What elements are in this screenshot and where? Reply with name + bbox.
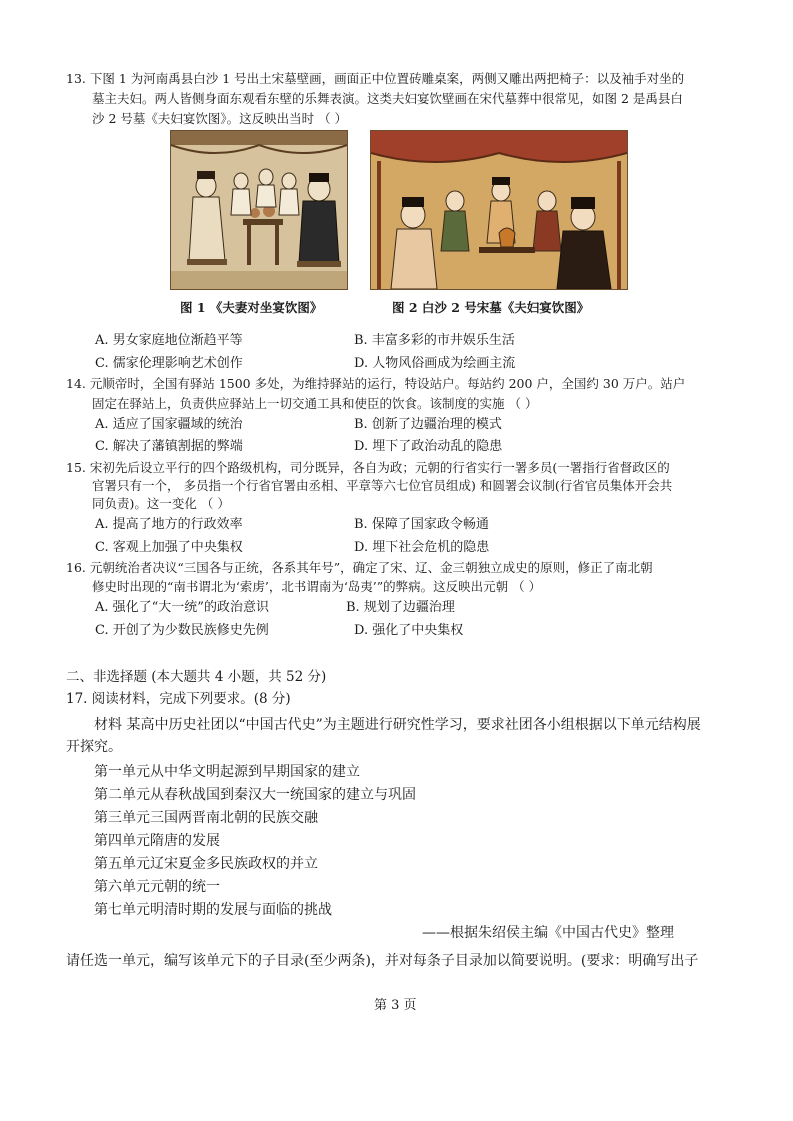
q13-stem-line1: 13. 下图 1 为河南禹县白沙 1 号出土宋墓壁画，画面正中位置砖雕桌案，两侧又雕出两把椅子：以及袖手对坐的 [66,71,685,86]
q15-option-c: C. 客观上加强了中央集权 [95,540,243,555]
section-2-heading: 二、非选择题 (本大题共 4 小题，共 52 分) [66,669,327,685]
q17-material-line2: 开探究。 [66,739,122,755]
q15-stem-line3: 同负责)。这一变化 （ ） [92,496,230,511]
mural-2-image [371,131,627,289]
page-number: 第 3 页 [374,998,417,1013]
figure-1-caption: 图 1 《夫妻对坐宴饮图》 [180,300,323,315]
q14-option-a: A. 适应了国家疆域的统治 [95,417,243,432]
q14-stem-line2: 固定在驿站上，负责供应驿站上一切交通工具和使臣的饮食。该制度的实施 （ ） [92,396,538,411]
q16-option-d: D. 强化了中央集权 [354,623,464,638]
q15-option-b: B. 保障了国家政令畅通 [354,517,489,532]
unit-item: 第三单元三国两晋南北朝的民族交融 [94,810,318,826]
q13-stem-line2: 墓主夫妇。两人皆侧身面东观看东壁的乐舞表演。这类夫妇宴饮壁画在宋代墓葬中很常见，如图 2 是禹县白 [92,91,683,106]
q13-option-d: D. 人物风俗画成为绘画主流 [354,356,516,371]
unit-item: 第四单元隋唐的发展 [94,833,220,849]
unit-item: 第一单元从中华文明起源到早期国家的建立 [94,764,360,780]
q15-stem-line2: 官署只有一个， 多员指一个行省官署由丞相、平章等六七位官员组成) 和圆署会议制(行省官员集体开会共 [92,478,673,493]
q14-stem-line1: 14. 元顺帝时，全国有驿站 1500 多处，为维持驿站的运行，特设站户。每站约 200 户，全国约 30 万户。站户 [66,376,686,391]
q13-option-a: A. 男女家庭地位渐趋平等 [95,333,243,348]
q16-option-a: A. 强化了“大一统”的政治意识 [95,600,269,615]
unit-item: 第七单元明清时期的发展与面临的挑战 [94,902,332,918]
figure-1-mural [170,130,348,290]
q15-option-a: A. 提高了地方的行政效率 [95,517,243,532]
figure-2-mural [370,130,628,290]
material-source: ——根据朱绍侯主编《中国古代史》整理 [422,925,674,941]
q17-instruction: 请任选一单元，编写该单元下的子目录(至少两条)，并对每条子目录加以简要说明。(要求：明确写出子 [66,953,699,969]
q16-stem-line2: 修史时出现的“南书谓北为‘索虏’，北书谓南为‘岛夷’”的弊病。这反映出元朝 （ ） [92,579,542,594]
q16-stem-line1: 16. 元朝统治者决议“三国各与正统，各系其年号”，确定了宋、辽、金三朝独立成史的原则，修正了南北朝 [66,560,653,575]
unit-item: 第二单元从春秋战国到秦汉大一统国家的建立与巩固 [94,787,416,803]
q16-option-b: B. 规划了边疆治理 [346,600,455,615]
q17-material-line1: 材料 某高中历史社团以“中国古代史”为主题进行研究性学习，要求社团各小组根据以下单元结构展 [94,717,701,733]
q13-option-c: C. 儒家伦理影响艺术创作 [95,356,243,371]
q16-option-c: C. 开创了为少数民族修史先例 [95,623,269,638]
q14-option-d: D. 埋下了政治动乱的隐患 [354,439,503,454]
unit-item: 第五单元辽宋夏金多民族政权的并立 [94,856,318,872]
q13-stem-line3: 沙 2 号墓《夫妇宴饮图》。这反映出当时 （ ） [92,111,348,126]
q17-title: 17. 阅读材料，完成下列要求。(8 分) [66,691,291,707]
unit-item: 第六单元元朝的统一 [94,879,220,895]
q14-option-c: C. 解决了藩镇割据的弊端 [95,439,243,454]
mural-1-image [171,131,347,289]
q14-option-b: B. 创新了边疆治理的模式 [354,417,502,432]
q15-stem-line1: 15. 宋初先后设立平行的四个路级机构，司分既异，各自为政；元朝的行省实行一署多员(一署指行省督政区的 [66,460,670,475]
figure-2-caption: 图 2 白沙 2 号宋墓《夫妇宴饮图》 [392,300,590,315]
q15-option-d: D. 埋下社会危机的隐患 [354,540,490,555]
q13-option-b: B. 丰富多彩的市井娱乐生活 [354,333,515,348]
